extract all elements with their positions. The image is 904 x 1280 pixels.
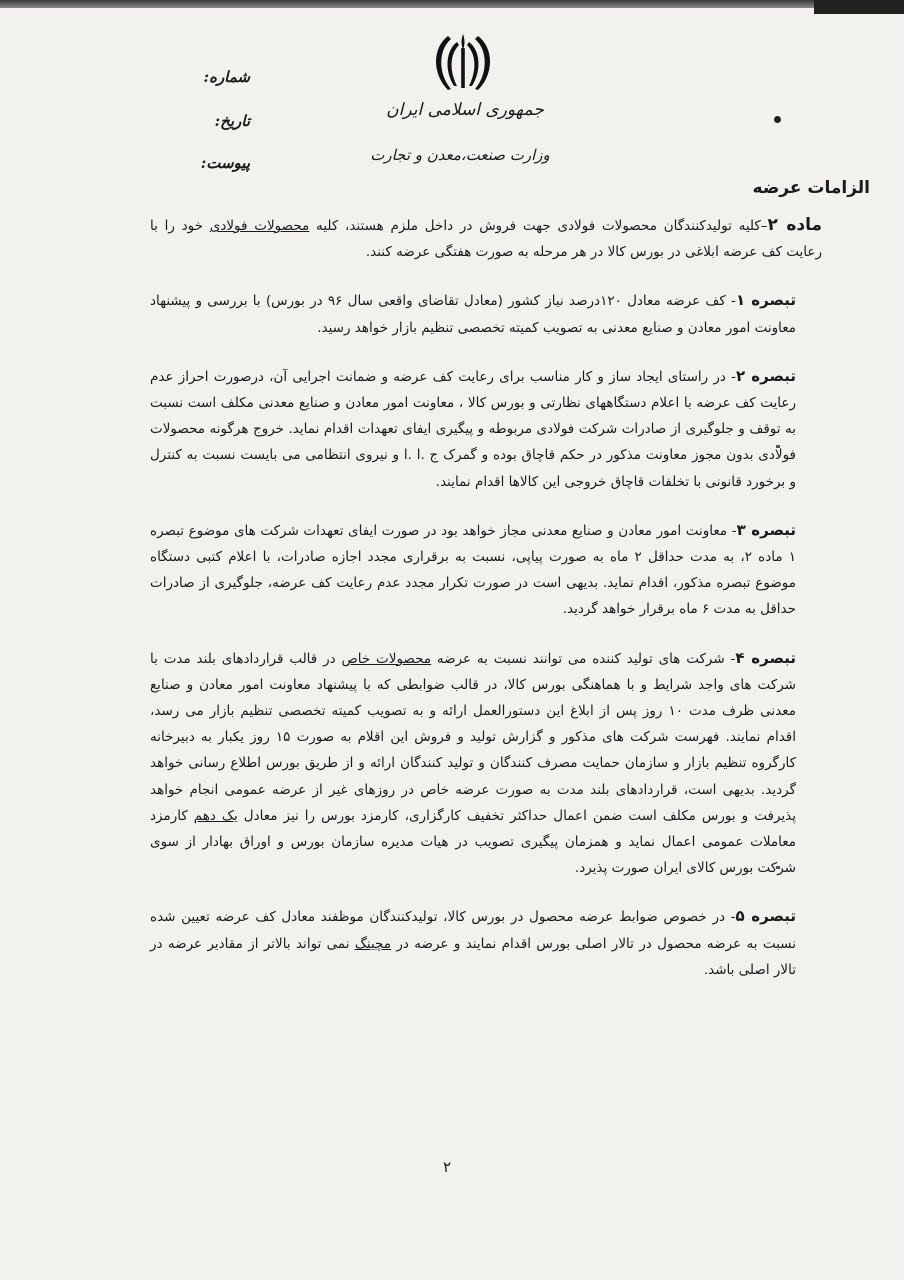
article-2: ماده ۲–کلیه تولیدکنندگان محصولات فولادی جهت فروش در داخل ملزم هستند، کلیه محصولات فولادی خود را با رعایت کف عرضه ابلاغی در بورس کالا در هر مرحله به صورت هفتگی عرضه کنند. — [150, 215, 822, 261]
iran-emblem-icon — [428, 30, 498, 94]
note-1: تبصره ۱- کف عرضه معادل ۱۲۰درصد نیاز کشور (معادل تقاضای واقعی سال ۹۶ در بورس) با بررسی و پیشنهاد معاونت امور معادن و صنایع معدنی به تصویب کمیته تخصصی تنظیم بازار خواهد رسید. — [150, 291, 796, 336]
article-label: ماده ۲ — [767, 215, 822, 235]
note-label: تبصره ۱ — [735, 291, 796, 310]
section-title: الزامات عرضه — [752, 178, 870, 198]
note-label: تبصره ۳ — [736, 520, 796, 539]
note-4: تبصره ۴- شرکت های تولید کننده می توانند نسبت به عرضه محصولات خاص در قالب قراردادهای بلند مدت با شرکت های واجد شرایط و با هماهنگی بورس کالا، در قالب ضوابطی که با پیشنهاد معاونت امور معادن و صنایع معدنی ظرف مدت ۱۰ روز پس از ابلاغ این دستورالعمل ارائه و به تصویب کمیته تخصصی تنظیم بازار می رسد، اقدام نمایند. فهرست شرکت های مذکور و گزارش تولید و فروش این اقلام به صورت ۱۵ روز یکبار به دبیرخانه کارگروه تنظیم بازار و سازمان حمایت مصرف کنندگان و تولید کنندگان ارائه و از طریق بورس اطلاع رسانی خواهد گردید. بدیهی است، قراردادهای بلند مدت به صورت عرضه خاص در روزهای غیر از عرضه عمومی انجام خواهد پذیرفت و بورس مکلف است ضمن اعمال حداکثر تخفیف کارگزاری، کارمزد بورس را نیز معادل یک دهم کارمزد معاملات عمومی اعمال نماید و همزمان پیگیری تصویب در هیات مدیره سازمان بورس و اوراق بهادار از سوی شرکت بورس کالای ایران صورت پذیرد. — [150, 648, 797, 877]
note-3: تبصره ۳- معاونت امور معادن و صنایع معدنی مجاز خواهد بود در صورت ایفای تعهدات شرکت های موضوع تبصره ۱ ماده ۲، به مدت حداقل ۲ ماه به صورت پیاپی، نسبت به برقراری مجدد اجازه صادرات، با اعلام کتبی دستگاه موضوع تبصره مذکور، اقدام نماید. بدیهی است در صورت تکرار مجدد عدم رعایت کف عرضه، جلوگیری از صادرات حداقل به مدت ۶ ماه برقرار خواهد گردید. — [150, 520, 796, 618]
document-body — [150, 212, 822, 1005]
note-2: تبصره ۲- در راستای ایجاد ساز و کار مناسب برای رعایت کف عرضه و ضمانت اجرایی آن، درصورت احراز عدم رعایت کف عرضه با اعلام دستگاههای نظارتی و بورس کالا ، معاونت امور معادن و صنایع معدنی مکلف است نسبت به توقف و جلوگیری از صادرات شرکت فولادی مربوطه و پیگیری ایفای تعهدات اقدام نماید. خروج هرگونه محصولات فولادی بدون مجوز معاونت مذکور در حکم قاچاق بوده و گمرک ج .ا .ا و نیروی انتظامی می بایست نسبت به کنترل و برخورد قانونی با تخلفات قاچاق خروجی این کالاها اقدام نمایند. — [150, 366, 796, 490]
note-label: تبصره ۴ — [735, 648, 797, 667]
scan-top-corner — [814, 0, 904, 14]
republic-title: جمهوری اسلامی ایران — [386, 100, 544, 120]
punch-hole-mark — [774, 116, 781, 123]
note-label: تبصره ۵ — [735, 907, 796, 926]
date-label: تاریخ: — [214, 112, 250, 130]
ministry-title: وزارت صنعت،معدن و تجارت — [370, 146, 550, 164]
scan-top-edge — [0, 0, 904, 8]
note-label: تبصره ۲ — [735, 366, 796, 385]
page-number: ۲ — [442, 1158, 452, 1176]
note-5: تبصره ۵- در خصوص ضوابط عرضه محصول در بورس کالا، تولیدکنندگان موظفند معادل کف عرضه تعیین شده نسبت به عرضه محصول در تالار اصلی بورس اقدام نمایند و عرضه در مچینگ نمی تواند بالاتر از مقادیر عرضه در تالار اصلی باشد. — [150, 907, 796, 978]
attachment-label: پیوست: — [200, 154, 250, 172]
number-label: شماره: — [203, 68, 250, 86]
